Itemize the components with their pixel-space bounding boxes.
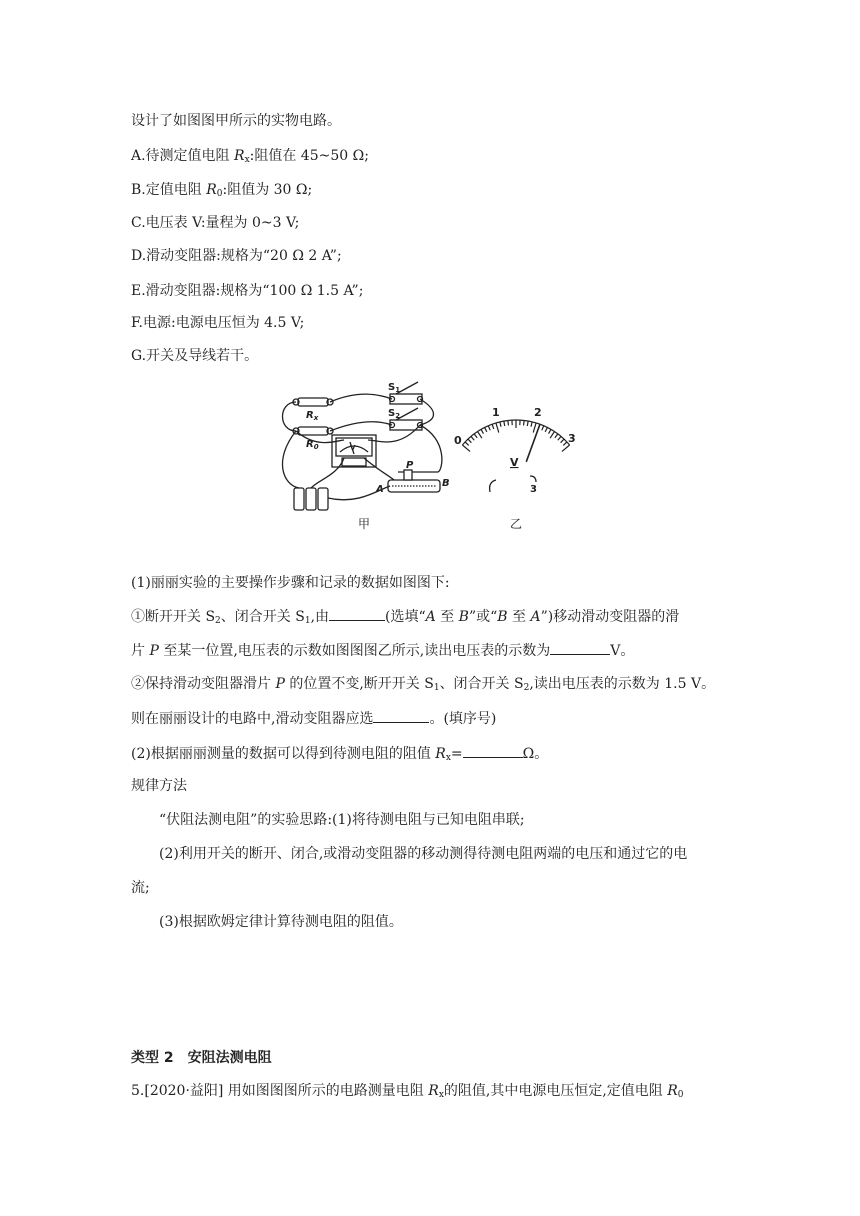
s1-label: $S_1$ xyxy=(388,382,401,394)
blank-voltage[interactable] xyxy=(550,640,610,655)
intro-text: 设计了如图图甲所示的实物电路。 xyxy=(131,113,341,129)
dial-needle xyxy=(526,424,540,462)
option-a xyxy=(131,146,369,170)
method-line-3: 流; xyxy=(131,880,150,896)
option-a-var: R xyxy=(234,148,245,164)
option-f: F.电源:电源电压恒为 4.5 V; xyxy=(131,315,305,331)
dial-tick-mark xyxy=(562,445,570,451)
q2-line: (2)根据丽丽测量的数据可以得到待测电阻的阻值 $R_x= \Omega$。 xyxy=(131,743,548,768)
dial-tick-mark xyxy=(549,429,552,433)
terminal-a-label: A xyxy=(376,484,384,495)
voltmeter-v-label: V xyxy=(350,444,356,452)
rx-label: $R_x$ xyxy=(306,410,319,422)
option-a-sub: x xyxy=(244,155,250,165)
slider-p-label: P xyxy=(406,460,414,471)
dial-tick-mark xyxy=(561,439,564,443)
option-b xyxy=(131,180,312,204)
dial-tick-mark xyxy=(496,423,499,433)
circuit-figure xyxy=(278,380,588,532)
q1-step1-line2: 片 P 至某一位置,电压表的示数如图图图乙所示,读出电压表的示数为 V。 xyxy=(131,640,634,661)
dial-tick-mark xyxy=(488,426,490,431)
r0-resistor xyxy=(298,427,328,435)
option-b-pre: B.定值电阻 xyxy=(131,182,207,198)
battery-2 xyxy=(306,488,316,510)
battery-1 xyxy=(294,488,304,510)
battery-3 xyxy=(318,488,328,510)
dial-term-3: 3 xyxy=(530,484,537,495)
method-line-1: “伏阻法测电阻”的实验思路:(1)将待测电阻与已知电阻串联; xyxy=(159,812,525,828)
option-g: G.开关及导线若干。 xyxy=(131,348,259,364)
method-line-4: (3)根据欧姆定律计算待测电阻的阻值。 xyxy=(159,914,403,930)
method-title: 规律方法 xyxy=(131,778,187,794)
dial-term-minus xyxy=(490,480,496,492)
option-b-sub: 0 xyxy=(216,189,223,199)
blank-rheostat[interactable] xyxy=(373,708,429,723)
q1-step1-line1: ①断开开关 $S_2$、闭合开关 $S_1$,由 (选填“A 至 B”或“B 至 A”)移动滑动变阻器的滑 xyxy=(131,606,679,631)
dial-tick-mark xyxy=(485,427,487,431)
type2-heading: 类型 2 安阻法测电阻 xyxy=(131,1050,272,1066)
dial-tick-mark xyxy=(531,422,532,427)
rx-resistor xyxy=(298,398,328,406)
option-a-pre: A.待测定值电阻 xyxy=(131,148,235,164)
dial-tick-mark xyxy=(555,434,558,438)
dial-tick-1: 1 xyxy=(492,406,500,419)
dial-tick-mark xyxy=(478,432,482,439)
option-b-var: R xyxy=(206,182,217,198)
blank-resistance[interactable] xyxy=(463,743,523,758)
dial-tick-mark xyxy=(504,421,505,426)
dial-tick-mark xyxy=(533,423,536,433)
dial-tick-mark xyxy=(471,436,474,440)
s2-label: $S_2$ xyxy=(388,408,401,420)
option-d: D.滑动变阻器:规格为“20 Ω 2 A”; xyxy=(131,248,342,264)
option-b-post: :阻值为 30 Ω; xyxy=(222,182,313,198)
option-a-post: :阻值在 45~50 Ω; xyxy=(249,148,369,164)
dial-tick-mark xyxy=(508,420,509,425)
dial-tick-mark xyxy=(492,424,494,429)
option-c: C.电压表 V:量程为 0~3 V; xyxy=(131,215,300,231)
terminal-b-label: B xyxy=(442,478,450,489)
dial-tick-mark xyxy=(462,445,470,451)
r0-label: $R_0$ xyxy=(306,439,319,451)
dial-term-plus xyxy=(530,476,536,482)
dial-tick-mark xyxy=(550,432,554,439)
dial-tick-mark xyxy=(545,427,547,431)
dial-tick-2: 2 xyxy=(534,406,542,419)
caption-jia: 甲 xyxy=(358,517,371,531)
q1-step2-line1: ②保持滑动变阻器滑片 P 的位置不变,断开开关 $S_1$、闭合开关 $S_2$,读出电压表的示数为 1.5 V。 xyxy=(131,676,716,693)
q5-line: 5.[2020·益阳] 用如图图图所示的电路测量电阻 $R_x$的阻值,其中电源电压恒定,定值电阻 $R_0$ xyxy=(131,1083,684,1100)
caption-yi: 乙 xyxy=(510,517,523,531)
dial-tick-mark xyxy=(558,436,561,440)
dial-tick-mark xyxy=(527,421,528,426)
dial-v-label: V xyxy=(510,456,519,469)
dial-tick-mark xyxy=(524,420,525,425)
dial-tick-mark xyxy=(465,442,469,445)
blank-direction[interactable] xyxy=(329,606,385,621)
q1-title: (1)丽丽实验的主要操作步骤和记录的数据如图图下: xyxy=(131,575,450,591)
dial-tick-mark xyxy=(542,426,544,431)
dial-tick-mark xyxy=(481,429,484,433)
dial-tick-mark xyxy=(500,422,501,427)
dial-tick-3: 3 xyxy=(568,432,576,445)
q1-step2-line2: 则在丽丽设计的电路中,滑动变阻器应选 。(填序号) xyxy=(131,708,496,729)
dial-tick-0: 0 xyxy=(454,434,462,447)
method-line-2: (2)利用开关的断开、闭合,或滑动变阻器的移动测得待测电阻两端的电压和通过它的电 xyxy=(159,846,688,862)
option-e: E.滑动变阻器:规格为“100 Ω 1.5 A”; xyxy=(131,283,364,299)
dial-tick-mark xyxy=(474,434,477,438)
dial-tick-mark xyxy=(468,439,471,443)
dial-tick-mark xyxy=(563,442,567,445)
